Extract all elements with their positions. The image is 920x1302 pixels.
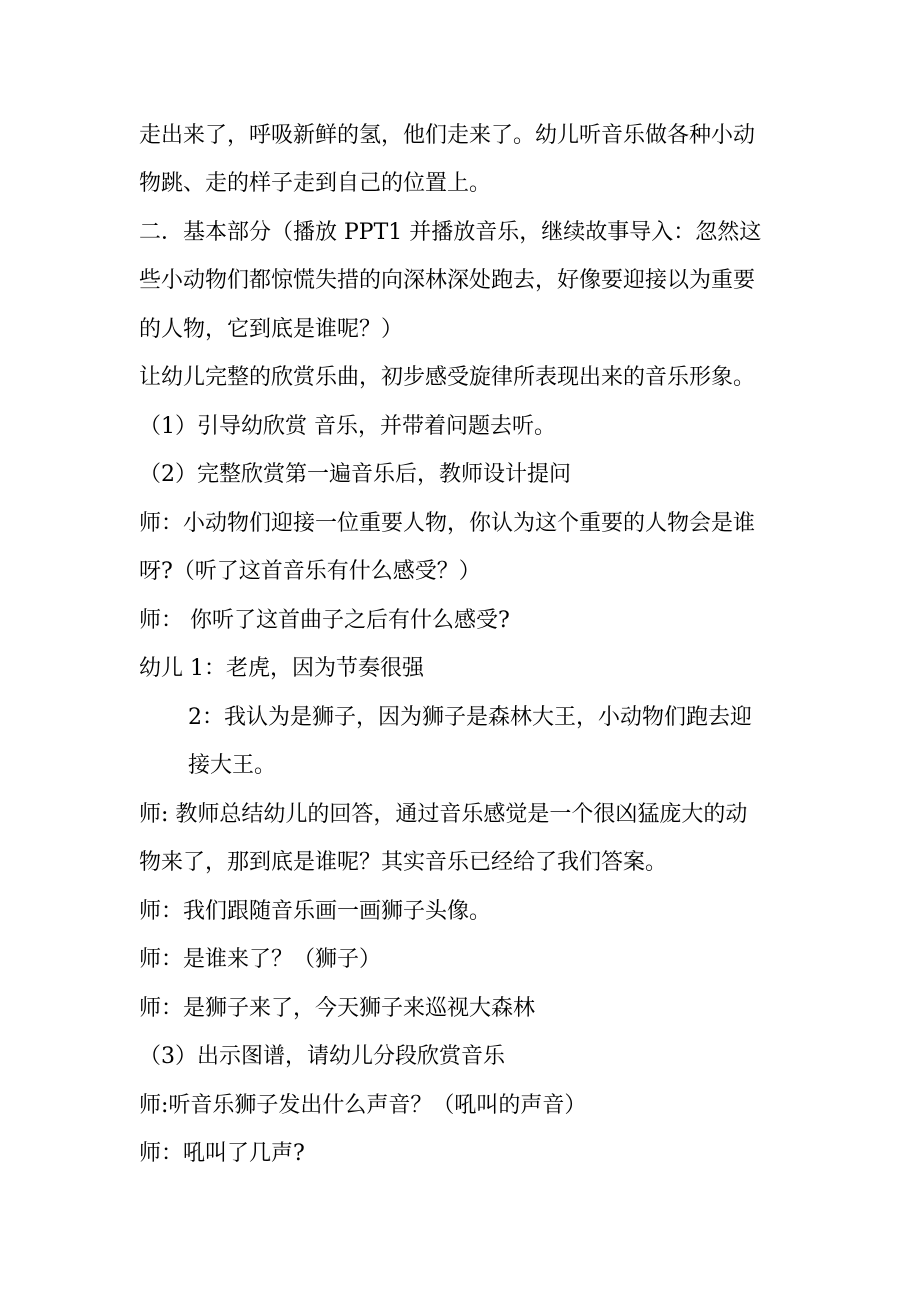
text-line: 师： 你听了这首曲子之后有什么感受? xyxy=(139,608,510,633)
text-line: 师：是谁来了？（狮子） xyxy=(139,947,382,972)
text-line: 师:听音乐狮子发出什么声音？（吼叫的声音） xyxy=(139,1093,587,1118)
text-line: （3）出示图谱，请幼儿分段欣赏音乐 xyxy=(139,1044,505,1069)
text-line: （2）完整欣赏第一遍音乐后，教师设计提问 xyxy=(139,462,571,487)
text-line: 物来了，那到底是谁呢？其实音乐已经给了我们答案。 xyxy=(139,850,668,875)
text-line: 2：我认为是狮子，因为狮子是森林大王，小动物们跑去迎 xyxy=(188,705,752,730)
text-line: 师：是狮子来了，今天狮子来巡视大森林 xyxy=(139,996,536,1021)
text-line: 师：吼叫了几声? xyxy=(139,1141,305,1166)
text-line: 接大王。 xyxy=(188,753,277,778)
text-line: （1）引导幼欣赏 音乐，并带着问题去听。 xyxy=(139,414,556,439)
text-line: 的人物，它到底是谁呢？） xyxy=(139,317,404,342)
text-line: 师：小动物们迎接一位重要人物，你认为这个重要的人物会是谁 xyxy=(139,511,756,536)
text-line: 让幼儿完整的欣赏乐曲，初步感受旋律所表现出来的音乐形象。 xyxy=(139,365,756,390)
text-line: 师: 教师总结幼儿的回答，通过音乐感觉是一个很凶猛庞大的动 xyxy=(139,802,748,827)
text-line: 走出来了，呼吸新鲜的氢，他们走来了。幼儿听音乐做各种小动 xyxy=(139,123,756,148)
text-line: 些小动物们都惊慌失措的向深林深处跑去，好像要迎接以为重要 xyxy=(139,268,756,293)
text-line: 幼儿 1：老虎，因为节奏很强 xyxy=(139,656,424,681)
text-line: 呀?（听了这首音乐有什么感受？） xyxy=(139,559,481,584)
text-line: 物跳、走的样子走到自己的位置上。 xyxy=(139,171,492,196)
text-line: 二．基本部分（播放 PPT1 并播放音乐，继续故事导入：忽然这 xyxy=(139,220,762,245)
text-line: 师：我们跟随音乐画一画狮子头像。 xyxy=(139,899,492,924)
